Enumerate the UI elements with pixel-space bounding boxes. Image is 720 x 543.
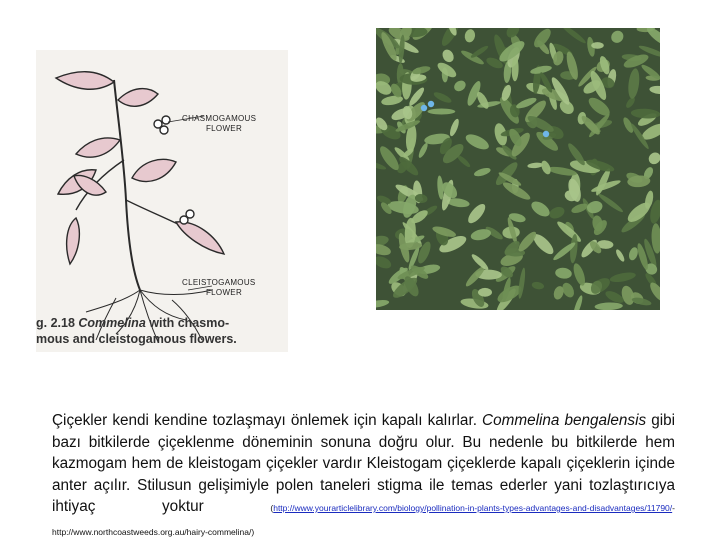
reference-northcoastweeds: - http://www.northcoastweeds.org.au/hairy-commelina/) (52, 503, 675, 537)
commelina-photo (376, 28, 660, 310)
commelina-photo-image (376, 28, 660, 310)
label-chasmogamous: CHASMOGAMOUS (182, 114, 257, 123)
body-text-1: Çiçekler kendi kendine tozlaşmayı önlemek için kapalı kalırlar. (52, 412, 483, 429)
reference-link-yourarticlelibrary[interactable]: http://www.yourarticlelibrary.com/biology/pollination-in-plants-types-advantages-and-disadvantages/11790/ (273, 503, 673, 513)
ref-open: ( (270, 503, 274, 513)
caption-rest: with chasmo- (145, 316, 230, 330)
leaf-shape (428, 109, 456, 115)
label-cleistogamous: CLEISTOGAMOUS (182, 278, 256, 287)
blue-flower (543, 131, 549, 137)
leaf-shape (591, 42, 604, 49)
label-cleistogamous-flower: FLOWER (206, 288, 243, 297)
body-text-2: gibi bazı bitkilerde çiçeklenme döneminin sonuna doğru olur. Bu nedenle bu bitkilerde hem kazmogam hem de kleistogam çiçekler vardır Kleistogam çiçeklerde kapalı çiçeklerin içinde anter açılır. Stilusun gelişimiyle polen taneleri stigma ile temas ederler yani tozlaştırıcıya ihtiyaç yoktur (52, 412, 676, 515)
commelina-sketch-figure (36, 50, 288, 352)
blue-flower (428, 101, 434, 107)
blue-flower (421, 105, 427, 111)
sketch-caption (36, 316, 288, 347)
leaf-shape (478, 288, 492, 297)
commelina-sketch-drawing (36, 50, 288, 352)
species-name: Commelina bengalensis (482, 412, 647, 429)
label-chasmogamous-flower: FLOWER (206, 124, 243, 133)
caption-line-2: mous and cleistogamous flowers. (36, 331, 237, 346)
caption-genus: Commelina (78, 316, 146, 330)
caption-prefix: g. 2.18 (36, 316, 79, 330)
body-paragraph (52, 410, 675, 543)
